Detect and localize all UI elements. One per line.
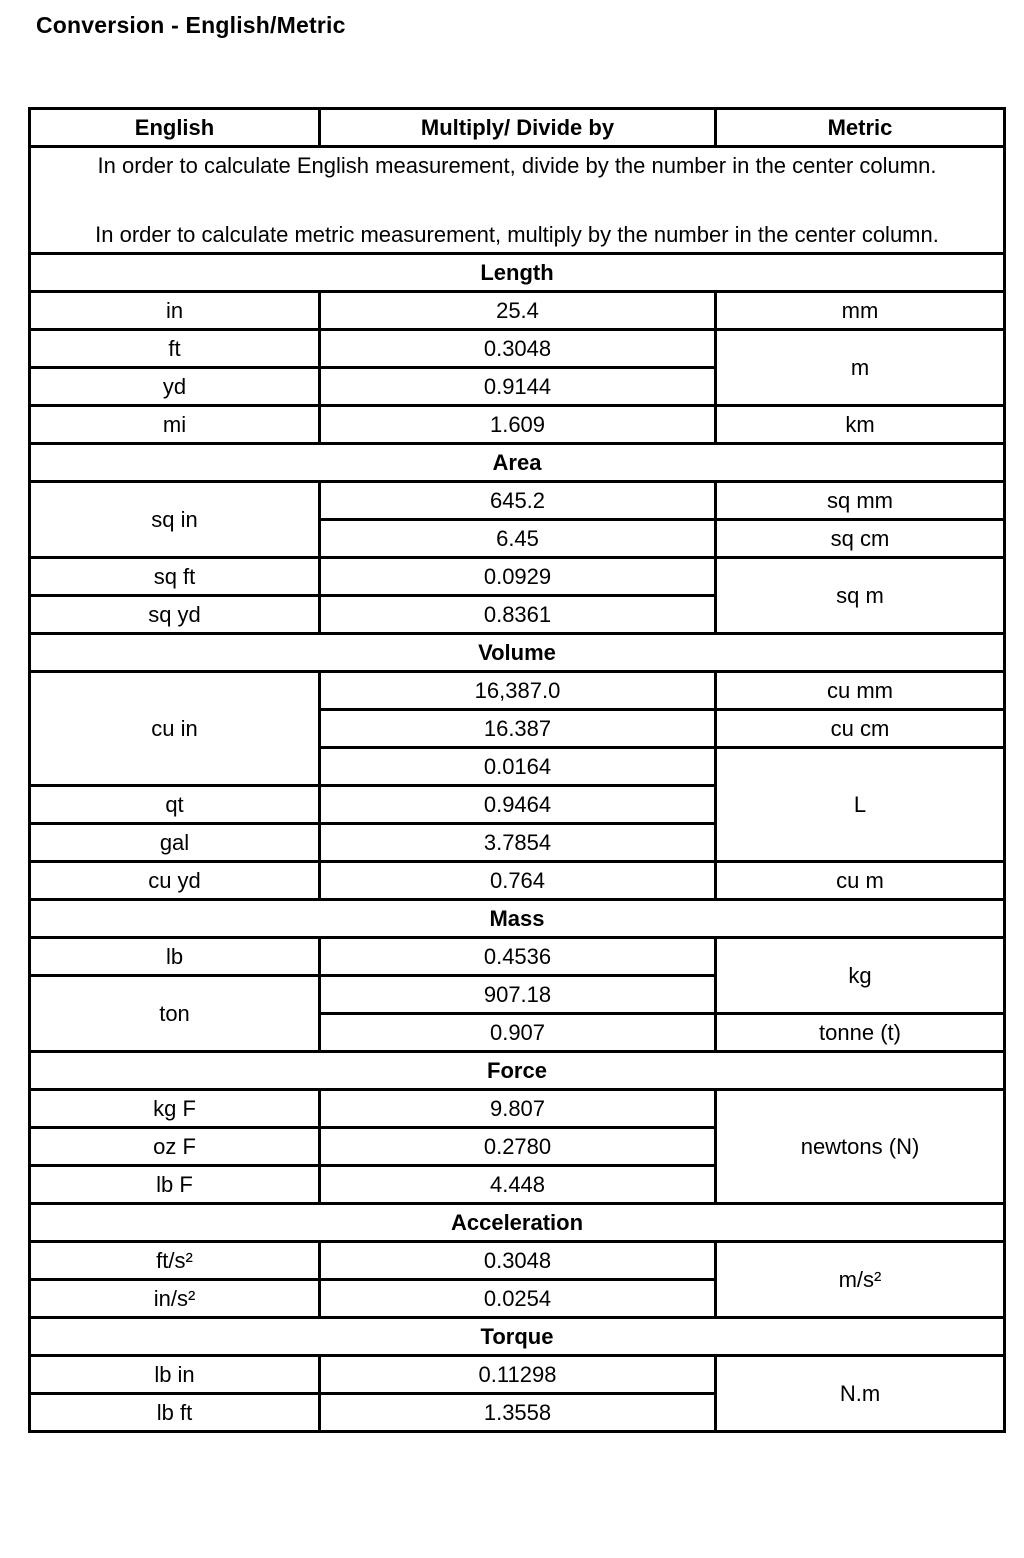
section-row bbox=[30, 254, 1005, 292]
factor-value: 0.0929 bbox=[320, 558, 716, 596]
metric-unit: m bbox=[716, 330, 1005, 406]
section-row bbox=[30, 1204, 1005, 1242]
section-volume: Volume bbox=[30, 634, 1005, 672]
metric-unit: newtons (N) bbox=[716, 1090, 1005, 1204]
english-unit: gal bbox=[30, 824, 320, 862]
column-header-english: English bbox=[30, 109, 320, 147]
english-unit: lb ft bbox=[30, 1394, 320, 1432]
factor-value: 0.9144 bbox=[320, 368, 716, 406]
factor-value: 0.11298 bbox=[320, 1356, 716, 1394]
metric-unit: sq m bbox=[716, 558, 1005, 634]
metric-unit: N.m bbox=[716, 1356, 1005, 1432]
factor-value: 25.4 bbox=[320, 292, 716, 330]
metric-unit: m/s² bbox=[716, 1242, 1005, 1318]
table-row bbox=[30, 482, 1005, 520]
note-divide: In order to calculate English measurement, divide by the number in the center column. bbox=[97, 153, 937, 178]
table-row bbox=[30, 558, 1005, 596]
factor-value: 0.3048 bbox=[320, 1242, 716, 1280]
section-row bbox=[30, 1052, 1005, 1090]
factor-value: 0.2780 bbox=[320, 1128, 716, 1166]
factor-value: 0.0164 bbox=[320, 748, 716, 786]
metric-unit: kg bbox=[716, 938, 1005, 1014]
metric-unit: mm bbox=[716, 292, 1005, 330]
table-row bbox=[30, 1242, 1005, 1280]
table-row bbox=[30, 330, 1005, 368]
metric-unit: cu mm bbox=[716, 672, 1005, 710]
factor-value: 0.0254 bbox=[320, 1280, 716, 1318]
metric-unit: tonne (t) bbox=[716, 1014, 1005, 1052]
section-row bbox=[30, 444, 1005, 482]
factor-value: 645.2 bbox=[320, 482, 716, 520]
metric-unit: cu m bbox=[716, 862, 1005, 900]
english-unit: lb F bbox=[30, 1166, 320, 1204]
english-unit: ton bbox=[30, 976, 320, 1052]
factor-value: 9.807 bbox=[320, 1090, 716, 1128]
english-unit: lb in bbox=[30, 1356, 320, 1394]
metric-unit: sq mm bbox=[716, 482, 1005, 520]
english-unit: yd bbox=[30, 368, 320, 406]
english-unit: oz F bbox=[30, 1128, 320, 1166]
column-header-factor: Multiply/ Divide by bbox=[320, 109, 716, 147]
section-row bbox=[30, 900, 1005, 938]
table-row bbox=[30, 1356, 1005, 1394]
header-row bbox=[30, 109, 1005, 147]
english-unit: sq ft bbox=[30, 558, 320, 596]
factor-value: 16,387.0 bbox=[320, 672, 716, 710]
table-row bbox=[30, 672, 1005, 710]
table-row bbox=[30, 862, 1005, 900]
factor-value: 907.18 bbox=[320, 976, 716, 1014]
section-mass: Mass bbox=[30, 900, 1005, 938]
table-row bbox=[30, 1090, 1005, 1128]
english-unit: sq yd bbox=[30, 596, 320, 634]
section-torque: Torque bbox=[30, 1318, 1005, 1356]
column-header-metric: Metric bbox=[716, 109, 1005, 147]
factor-value: 16.387 bbox=[320, 710, 716, 748]
table-row bbox=[30, 406, 1005, 444]
metric-unit: cu cm bbox=[716, 710, 1005, 748]
factor-value: 1.3558 bbox=[320, 1394, 716, 1432]
section-force: Force bbox=[30, 1052, 1005, 1090]
factor-value: 0.907 bbox=[320, 1014, 716, 1052]
note-multiply: In order to calculate metric measurement, multiply by the number in the center column. bbox=[95, 222, 939, 247]
conversion-table bbox=[28, 107, 1006, 1433]
english-unit: cu yd bbox=[30, 862, 320, 900]
english-unit: qt bbox=[30, 786, 320, 824]
page-title: Conversion - English/Metric bbox=[36, 12, 346, 38]
english-unit: ft bbox=[30, 330, 320, 368]
english-unit: kg F bbox=[30, 1090, 320, 1128]
section-length: Length bbox=[30, 254, 1005, 292]
english-unit: in bbox=[30, 292, 320, 330]
metric-unit: L bbox=[716, 748, 1005, 862]
instructions-row bbox=[30, 147, 1005, 254]
factor-value: 0.3048 bbox=[320, 330, 716, 368]
factor-value: 0.764 bbox=[320, 862, 716, 900]
section-area: Area bbox=[30, 444, 1005, 482]
english-unit: sq in bbox=[30, 482, 320, 558]
section-row bbox=[30, 634, 1005, 672]
english-unit: in/s² bbox=[30, 1280, 320, 1318]
metric-unit: sq cm bbox=[716, 520, 1005, 558]
english-unit: lb bbox=[30, 938, 320, 976]
factor-value: 3.7854 bbox=[320, 824, 716, 862]
table-row bbox=[30, 292, 1005, 330]
factor-value: 1.609 bbox=[320, 406, 716, 444]
english-unit: mi bbox=[30, 406, 320, 444]
factor-value: 4.448 bbox=[320, 1166, 716, 1204]
section-acceleration: Acceleration bbox=[30, 1204, 1005, 1242]
factor-value: 6.45 bbox=[320, 520, 716, 558]
factor-value: 0.9464 bbox=[320, 786, 716, 824]
instructions-cell bbox=[30, 147, 1005, 254]
metric-unit: km bbox=[716, 406, 1005, 444]
section-row bbox=[30, 1318, 1005, 1356]
english-unit: cu in bbox=[30, 672, 320, 786]
factor-value: 0.4536 bbox=[320, 938, 716, 976]
english-unit: ft/s² bbox=[30, 1242, 320, 1280]
table-row bbox=[30, 938, 1005, 976]
factor-value: 0.8361 bbox=[320, 596, 716, 634]
